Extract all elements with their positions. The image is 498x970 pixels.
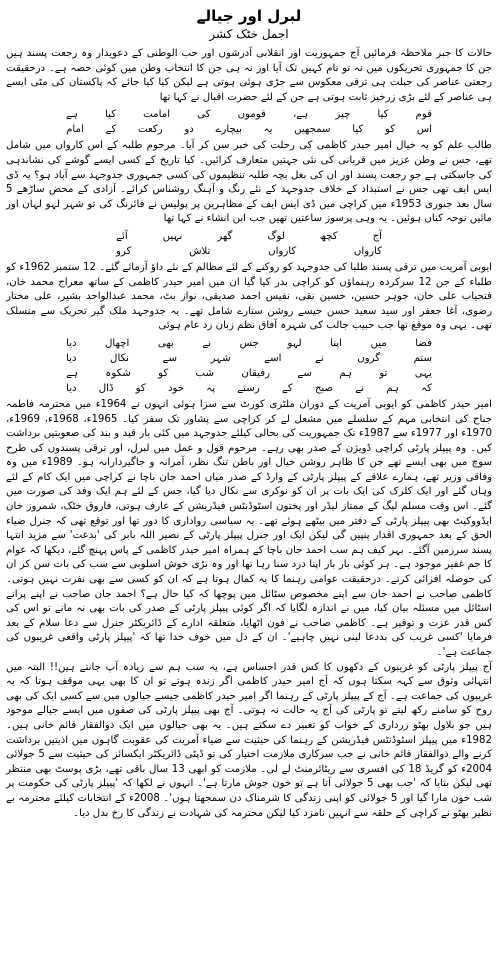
verse-word: کرو <box>116 245 132 257</box>
verse-word: تلاش <box>189 245 211 257</box>
verse-line <box>66 336 432 351</box>
verse-word: کو <box>158 367 169 379</box>
verse-word: اسے <box>264 352 282 364</box>
verse-word: نے <box>314 352 324 364</box>
verse-word: اس <box>416 124 432 136</box>
verse-word: ستم <box>413 352 432 364</box>
verse-word: کے <box>105 124 117 136</box>
verse-word: ہے <box>66 367 79 379</box>
verse-line <box>66 107 432 122</box>
verse-word: کیا <box>105 109 117 121</box>
verse-word: نے <box>202 337 212 349</box>
verse-word: پہ <box>206 382 216 394</box>
verse-word: گھر <box>217 230 233 242</box>
verse-line <box>66 381 432 396</box>
verse-word: شہر <box>210 352 231 364</box>
verse-word: آئے <box>116 230 128 242</box>
verse-word: اچھال <box>105 337 130 349</box>
verse-word: گروں <box>357 352 381 364</box>
verse-word: ہم <box>339 367 352 379</box>
verse-word: دو <box>184 124 194 136</box>
verse-word: رفیقان <box>241 367 271 379</box>
verse-word: صبح <box>314 382 334 394</box>
verse-word: فضا <box>415 337 432 349</box>
verse-word: ہم <box>386 382 400 394</box>
verse-word: آج <box>372 230 382 242</box>
verse-word: یہ <box>263 124 273 136</box>
verse-line <box>66 351 432 366</box>
verse-word: کہ <box>421 382 432 394</box>
verse-word: دیا <box>66 382 77 394</box>
paragraph-4: امیر حیدر کاظمی کو ایوبی آمریت کے دوران ملٹری کورٹ سے سزا ہوئی انہوں نے 1964ء میں محترمہ فاطمہ جناح کی انتخابی مہم کے سلسلے میں مشعل لے کر کراچی سے پشاور تک سفر کیا۔ 1965ء، 1968ء، 1969ء، 1970ء اور 1977ء سے 1987ء تک جمہوریت کی بحالی کیلئے جدوجہد میں کئی بار قید و بند کی صعوبتیں برداشت کیں۔ وہ پیپلز پارٹی کراچی ڈویژن کے صدر بھی رہے۔ مرحوم قول و عمل میں لبرل، اور ترقی پسندوں کی طرح سوچ میں بھی ایسے تھے جن کا ظاہر روشن خیال اور باطن تنگ نظر، آمرانہ و جاگیردارانہ ہو۔ 1989ء میں وہ وفاقی وزیر تھے، ہمارے علاقے کے پیپلز پارٹی کے وارڈ کے صدر میاں احمد جان باچا نے کراچی میں ایک کام کے لئے وہاں گئے اور ایک کلرک کی ایک بات پر ان کو نوکری سے نکال دیا گیا، جس کے لئے ہم ایک وفد کی صورت میں گئے۔ اس وقت مسلم لیگ کے ممتاز لیڈر اور پختون اسٹوڈنٹس فیڈریشن کے عارف ہوتی، فاروق خٹک، شمروز خان ایڈووکیٹ بھی پیپلز پارٹی کے دفتر میں بیٹھے ہوئے تھے۔ یہ سیاسی رواداری کا دور تھا اور توقع تھی کہ جنرل ضیاء الحق کے بعد جمہوری اقدار پنپیں گی لیکن ایک اور جنرل پیپلز پارٹی کے نصیر اللہ بابر کی 'بدعت' سے مزید انتہا پسند سرزمین آگئے۔ بہر کیف ہم سب احمد جان باچا کے ہمراہ امیر حیدر کاظمی کے پاس پہنچ گئے، دیکھا کہ عوام کا جم غفیر موجود ہے۔ ہر کوئی بار بار اپنا درد سنا رہا تھا اور وہ بڑی خوش اسلوبی سے سب کی بات سن کر ان کی حوصلہ افزائی کرتے۔ درحقیقت عوامی رہنما کا یہ کمال ہوتا ہے کہ ان کو کسی سے بھی نفرت نہیں ہوتی۔ کاظمی صاحب نے احمد جان سے اپنے مخصوص سٹائل میں پوچھا کہ کیا حال ہے؟ احمد جان صاحب نے اپنے پرانے اسٹائل میں مسئلہ بیان کیا، میں نے اندازہ لگایا کہ اگر کوئی پیپلز پارٹی کے صدر کی بات بھی نہ مانے تو اس کی کس قدر عزت و توقیر ہے۔ کاظمی صاحب نے فون اٹھایا، متعلقہ ادارے کے ڈائریکٹر جنرل سے دعا سلام کے بعد فرمایا 'کسی غریب کی بددعا لینی نہیں چاہیے'۔ ان کے دل میں خوف خدا تھا کہ 'پیپلز پارٹی واقعی غریبوں کی جماعت ہے'۔ <box>6 398 492 658</box>
article-title: لبرل اور جیالے <box>196 7 302 25</box>
paragraph-1: حالات کا جبر ملاحظہ فرمائیں آج جمہوریت اور انقلابی آدرشوں اور حب الوطنی کے دعویدار وہ رجعت پسند ہیں جن کا جمہوری تحریکوں میں نہ تو نام کہیں تک آیا اور نہ ہی جن کا انتخاب وطن میں کوئی حصہ ہے۔ درحقیقت رجعتی عناصر کی جبلت ہی ترقی معکوس سے جڑی ہوئی ہوتی ہے لیکن کیا کیا جائے کہ پاکستان کی مٹی ایسے ہی عناصر کے لئے بڑی زرخیز ثابت ہوتی ہے جن کے لئے حضرت اقبال نے کہا تھا <box>6 48 492 103</box>
verse-word: تو <box>379 367 388 379</box>
verse-word: چیز <box>335 109 351 121</box>
verse-word: کو <box>384 124 396 136</box>
verse-line <box>116 229 382 244</box>
verse-word: سمجھیں <box>294 124 331 136</box>
verse-line <box>116 244 382 259</box>
verse-word: شکوہ <box>105 367 131 379</box>
verse-word: کارواں <box>268 245 297 257</box>
verse-word: نے <box>355 382 365 394</box>
verse-word: ہے <box>66 109 78 121</box>
verse-word: میں <box>370 337 387 349</box>
verse-word: امامت <box>143 109 171 121</box>
verse-iqbal <box>66 107 432 137</box>
verse-word: دیا <box>66 337 77 349</box>
verse-word: سے <box>297 367 312 379</box>
verse-word: لہو <box>287 337 302 349</box>
verse-habib-jalib <box>66 336 432 396</box>
verse-word: ڈال <box>98 382 114 394</box>
verse-word: یہی <box>414 367 432 379</box>
verse-line <box>66 366 432 381</box>
verse-word: قوم <box>415 109 432 121</box>
verse-word: کیا <box>352 124 364 136</box>
verse-word: قوموں <box>237 109 266 121</box>
verse-word: نکال <box>110 352 130 364</box>
verse-word: کی <box>197 109 211 121</box>
article-author: اجمل خٹک کشر <box>209 27 289 41</box>
paragraph-5: آج پیپلز پارٹی کو غریبوں کے دکھوں کا کس قدر احساس ہے، یہ سب ہم سے زیادہ آپ جانتے ہیں!! البتہ میں انتہائی وثوق سے کہہ سکتا ہوں کہ آج امیر حیدر کاظمی اگر زندہ ہوتے تو ان کا بھی یہی موقف ہوتا کہ یہ غریبوں کی جماعت ہے۔ آج کے پیپلز پارٹی کے رہنما اگر امیر حیدر کاظمی جیسے جیالوں میں سے کسی ایک کی بھی روح کو سامنے رکھ لیتے تو پارٹی کی آج یہ حالت نہ ہوتی۔ آج بھی پیپلز پارٹی کی صفوں میں ایسے جیالے موجود ہیں جو بلاول بھٹو زرداری کے خواب کو تعبیر دے سکتے ہیں۔ یہ بھی جیالوں میں ایک ذوالفقار قائم خانی ہیں۔ 1982ء میں پیپلز اسٹوڈنٹس فیڈریشن کے رہنما کی حیثیت سے ضیاء آمریت کی عقوبت گاہوں میں اذیتیں برداشت کرنے والے ذوالفقار قائم خانی نے جب سرکاری ملازمت اختیار کی تو ڈپٹی ڈائریکٹر ایکسائز کی حیثیت سے 5 جولائی 2004ء کو گریڈ 18 کی افسری سے ریٹائرمنٹ لے لی۔ ملازمت کو ابھی 13 سال باقی تھے، بڑی پوسٹ بھی منتظر تھی لیکن بتایا کہ 'جب بھی 5 جولائی آتا ہے تو خون جوش مارتا ہے'۔ انہوں نے لکھا کہ 'پیپلز پارٹی کی حکومت پر شب خون مارا گیا اور 5 جولائی کو اپنی زندگی کا شرمناک دن سمجھتا ہوں'۔ 2008ء کے انتخابات کیلئے محترمہ بے نظیر بھٹو نے کراچی کے حلقہ سے انہیں نامزد کیا لیکن محترمہ کی شہادت نے زندگی کا رخ بدل دیا۔ <box>6 661 492 819</box>
verse-word: کیا <box>377 109 389 121</box>
verse-word: شب <box>195 367 215 379</box>
paragraph-2: طالب علم کو یہ خیال امیر حیدر کاظمی کی رحلت کی خبر سن کر آیا۔ مرحوم طلبہ کے اس کارواں میں شامل تھے، جس نے وطن عزیز میں قربانی کی نئی جہتیں متعارف کرائیں۔ کیا تاریخ کے کسی ایسے گوشے کی نشاندہی کی جاسکتی ہے جو رجعت پسند اور ان کی بغل بچہ طلبہ تنظیموں کی کسی جمہوری جدوجہد سے آباد ہو؟ یہ ڈی ایس ایف تھی جس نے استبداد کے خلاف جدوجہد کے نئے رنگ و آہنگ روشناس کرائے۔ آزادی کے محض ساڑھے 5 سال بعد جنوری 1953ء میں کراچی میں ڈی ایس ایف کے مظاہرین پر پولیس نے فائرنگ کی تو شہر لہو لہان اور مائیں نوحہ کناں ہوئیں۔ یہ وہی پرسوز ساعتیں تھیں جب ابن انشاء نے کہا تھا <box>6 140 492 225</box>
verse-word: امام <box>66 124 84 136</box>
verse-word: بھی <box>157 337 174 349</box>
verse-ibn-e-insha <box>116 229 382 259</box>
verse-word: سے <box>162 352 178 364</box>
verse-word: خود <box>167 382 185 394</box>
verse-word: کچھ <box>319 230 338 242</box>
verse-word: لوگ <box>267 230 285 242</box>
verse-word: کو <box>135 382 146 394</box>
verse-word: ہے، <box>293 109 309 121</box>
verse-line <box>66 122 432 137</box>
verse-word: نہیں <box>162 230 183 242</box>
verse-word: رستے <box>237 382 260 394</box>
verse-word: بیچارے <box>215 124 242 136</box>
verse-word: اپنا <box>330 337 342 349</box>
verse-word: رکعت <box>137 124 163 136</box>
paragraph-3: ایوبی آمریت میں ترقی پسند طلبا کی جدوجہد کو روکنے کے لئے مظالم کے نئے داؤ آزمائے گئے۔ 12 ستمبر 1962ء کو طلباء کے جن 12 سرکردہ رہنماؤں کو کراچی بدر کیا گیا ان میں امیر حیدر کاظمی کے ساتھ معراج محمد خان، فتحیاب علی خان، جوہر حسین، حسین نقی، نفیس احمد صدیقی، نواز بٹ، محمد عبدالواحد بشیر، علی مختار رضوی، آغا جعفر اور سید سعید حسن جیسے روشن ستارے شامل تھے۔ یہ جدوجہد ملک گیر تحریک سے منسلک تھی۔ یہی وہ موقع تھا جب حبیب جالب کی شہرہ آفاق نظم زبان زد عام ہوئی <box>6 261 492 332</box>
verse-word: کے <box>281 382 293 394</box>
verse-word: دیا <box>66 352 77 364</box>
verse-word: جس <box>239 337 259 349</box>
verse-word: کارواں <box>353 245 382 257</box>
